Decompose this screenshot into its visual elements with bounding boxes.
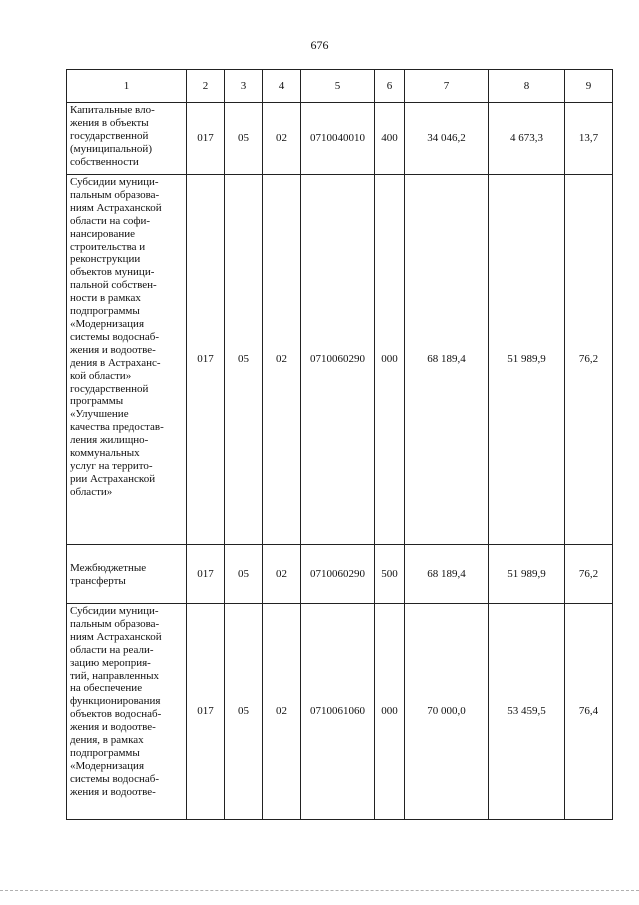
column-header: 1 <box>67 70 187 103</box>
table-cell: 400 <box>375 103 405 175</box>
description-line: функционирования <box>70 695 161 708</box>
table-row <box>67 604 613 820</box>
description-line: «Модернизация <box>70 317 145 330</box>
description-line: качества предостав- <box>70 421 164 434</box>
description-line: системы водоснаб- <box>70 330 160 343</box>
description-line: области» <box>70 485 113 498</box>
table-row <box>67 545 613 604</box>
table-cell: 02 <box>263 103 301 175</box>
description-line: собственности <box>70 155 139 168</box>
column-header: 6 <box>375 70 405 103</box>
description-line: жения и водоотве- <box>70 785 156 798</box>
description-line: нансирование <box>70 227 136 240</box>
description-line: зацию мероприя- <box>70 656 151 669</box>
column-header: 5 <box>301 70 375 103</box>
description-line: пальной собствен- <box>70 279 157 292</box>
table-cell: 68 189,4 <box>405 545 489 604</box>
description-line: рии Астраханской <box>70 472 156 485</box>
table-cell: 76,2 <box>565 175 613 545</box>
table-cell: 70 000,0 <box>405 604 489 820</box>
description-line: области на софи- <box>70 214 151 227</box>
table-cell: 0710061060 <box>301 604 375 820</box>
description-line: системы водоснаб- <box>70 772 160 785</box>
description-line: ности в рамках <box>70 292 141 305</box>
table-cell: 02 <box>263 545 301 604</box>
table-row <box>67 103 613 175</box>
description-line: «Модернизация <box>70 759 145 772</box>
description-line: Субсидии муници- <box>70 176 159 188</box>
row-description <box>67 545 187 604</box>
description-line: «Улучшение <box>70 408 129 421</box>
description-line: ниям Астраханской <box>70 201 162 214</box>
table-cell: 13,7 <box>565 103 613 175</box>
description-line: объектов водоснаб- <box>70 708 162 721</box>
table-cell: 76,4 <box>565 604 613 820</box>
table-cell: 0710060290 <box>301 545 375 604</box>
column-header: 2 <box>187 70 225 103</box>
description-line: программы <box>70 395 124 408</box>
description-line: коммунальных <box>70 447 140 460</box>
description-line: Капитальные вло- <box>70 104 155 116</box>
table-cell: 51 989,9 <box>489 545 565 604</box>
description-line: подпрограммы <box>70 305 140 318</box>
table-cell: 02 <box>263 175 301 545</box>
table-header-row <box>67 70 613 103</box>
description-line: жения в объекты <box>70 116 149 129</box>
table-cell: 76,2 <box>565 545 613 604</box>
table-cell: 000 <box>375 604 405 820</box>
column-header: 7 <box>405 70 489 103</box>
table-cell: 05 <box>225 545 263 604</box>
column-header: 3 <box>225 70 263 103</box>
budget-table <box>66 69 613 820</box>
row-description <box>67 604 187 820</box>
table-cell: 017 <box>187 545 225 604</box>
description-line: ниям Астраханской <box>70 630 162 643</box>
table-cell: 4 673,3 <box>489 103 565 175</box>
row-description <box>67 175 187 545</box>
description-line: подпрограммы <box>70 746 140 759</box>
table-cell: 34 046,2 <box>405 103 489 175</box>
table-cell: 017 <box>187 604 225 820</box>
description-line: на обеспечение <box>70 682 143 695</box>
description-line: государственной <box>70 129 149 142</box>
table-cell: 0710060290 <box>301 175 375 545</box>
description-line: государственной <box>70 382 149 395</box>
description-line: дения в Астраханс- <box>70 356 161 369</box>
description-line: тий, направленных <box>70 669 160 682</box>
row-description <box>67 103 187 175</box>
table-cell: 017 <box>187 103 225 175</box>
table-cell: 02 <box>263 604 301 820</box>
description-line: Межбюджетные <box>70 561 147 574</box>
page-number: 676 <box>310 38 329 52</box>
description-line: Субсидии муници- <box>70 605 159 617</box>
table-row <box>67 175 613 545</box>
description-line: ления жилищно- <box>70 434 149 447</box>
table-cell: 017 <box>187 175 225 545</box>
table-cell: 000 <box>375 175 405 545</box>
table-cell: 05 <box>225 604 263 820</box>
table-cell: 0710040010 <box>301 103 375 175</box>
column-header: 4 <box>263 70 301 103</box>
table-cell: 68 189,4 <box>405 175 489 545</box>
description-line: кой области» <box>70 369 132 382</box>
description-line: реконструкции <box>70 253 141 266</box>
description-line: (муниципальной) <box>70 142 152 155</box>
description-line: объектов муници- <box>70 266 155 279</box>
description-line: строительства и <box>70 240 146 253</box>
table-cell: 05 <box>225 103 263 175</box>
description-line: пальным образова- <box>70 188 160 201</box>
column-header: 9 <box>565 70 613 103</box>
page-bottom-rule <box>0 890 639 891</box>
description-line: жения и водоотве- <box>70 721 156 734</box>
table-cell: 05 <box>225 175 263 545</box>
description-line: услуг на террито- <box>70 459 153 472</box>
description-line: дения, в рамках <box>70 734 144 747</box>
description-line: жения и водоотве- <box>70 343 156 356</box>
table-cell: 500 <box>375 545 405 604</box>
column-header: 8 <box>489 70 565 103</box>
description-line: трансферты <box>70 574 126 587</box>
table-cell: 51 989,9 <box>489 175 565 545</box>
description-line: области на реали- <box>70 643 154 656</box>
description-line: пальным образова- <box>70 617 160 630</box>
table-cell: 53 459,5 <box>489 604 565 820</box>
